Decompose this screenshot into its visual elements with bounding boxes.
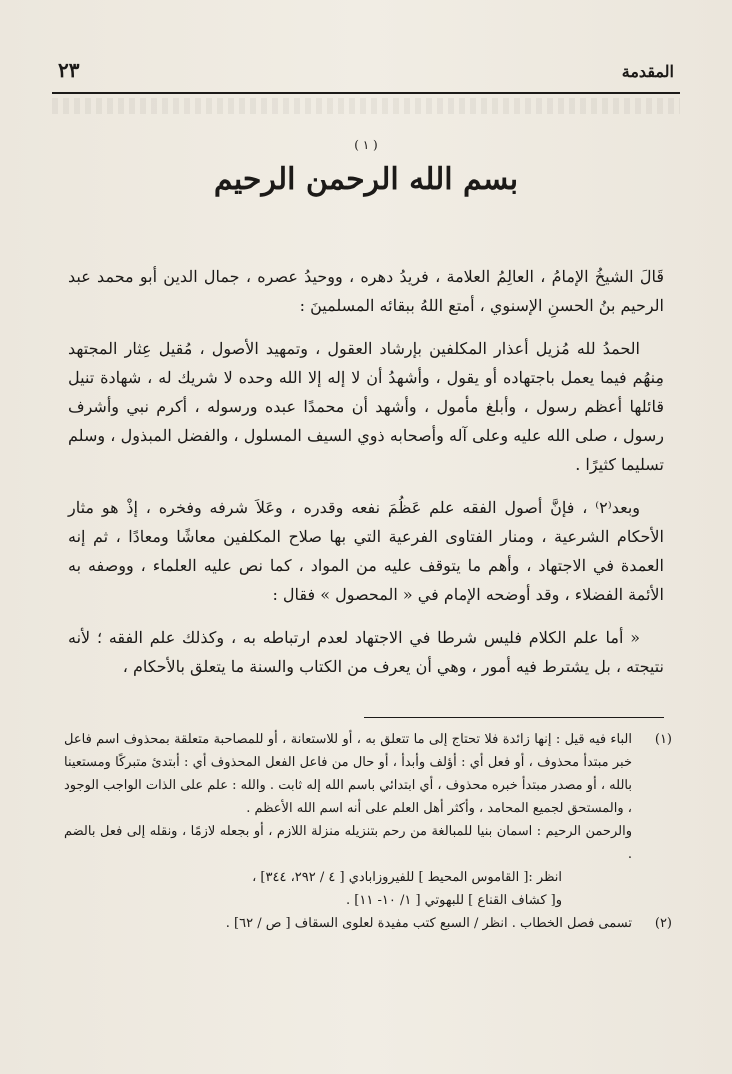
intro-paragraph: قَالَ الشيخُ الإمامُ ، العالِمُ العلامة ، فريدُ دهره ، ووحيدُ عصره ، جمال الدين أبو محمد عبد الرحيم بنُ الحسنِ الإسنوي ، أمتع اللهُ ببقائه المسلمينَ :	[68, 267, 664, 315]
footnote-text: تسمى فصل الخطاب . انظر / السبع كتب مفيدة لعلوى السقاف [ ص / ٦٢] .	[225, 916, 632, 931]
header-divider	[52, 92, 680, 94]
page-number: ٢٣	[58, 58, 80, 82]
footnote-1-reference-1: انظر :[ القاموس المحيط ] للفيروزابادي [ ٤ / ٢٩٢، ٣٤٤] ،	[252, 870, 562, 885]
paragraph-3: « أما علم الكلام فليس شرطا في الاجتهاد لعدم ارتباطه به ، وكذلك علم الفقه ؛ لأنه نتيجته ، بل يشترط فيه أمور ، وهي أن يعرف من الكتاب والسنة ما يتعلق بالأحكام ،	[68, 628, 664, 676]
footnote-number: (٢)	[654, 916, 672, 931]
page-header	[52, 58, 680, 94]
footnote-2	[64, 912, 672, 935]
main-text	[68, 262, 664, 695]
footnote-1-reference-2: و[ كشاف القناع ] للبهوتي [ ١/ ١٠- ١١] .	[346, 893, 562, 908]
footnotes	[64, 728, 672, 935]
footnote-text: الباء فيه قيل : إنها زائدة فلا تحتاج إلى ما تتعلق به ، أو للاستعانة ، أو للمصاحبة متعلقة بمحذوف اسم فاعل خبر مبتدأ محذوف ، أو فعل أي : أؤلف وأبدأ ، أو حال من فاعل الفعل المحذوف أي : أبتدئ متبركًا ومستعينا بالله ، أو مصدر مبتدأ خبره محذوف ، أي ابتدائي باسم الله إله ثابت . والله : علم على الذات الواجب الوجود ، والمستحق لجميع المحامد ، وأكثر أهل العلم على أنه اسم الله الأعظم .	[64, 732, 632, 816]
basmala-calligraphy: بسم الله الرحمن الرحيم	[213, 162, 519, 197]
footnote-number: (١)	[654, 732, 672, 747]
basmala-footnote-marker: ( ١ )	[354, 138, 378, 152]
bleed-through-texture	[52, 98, 680, 114]
section-title: المقدمة	[621, 62, 674, 81]
footnote-1-continuation: والرحمن الرحيم : اسمان بنيا للمبالغة من رحم بتنزيله منزلة اللازم ، أو بجعله لازمًا ، ونقله إلى فعل بالضم .	[64, 824, 632, 862]
footnote-1	[64, 728, 672, 820]
paragraph-2: وبعد⁽٢⁾ ، فإنَّ أصول الفقه علم عَظُمَ نفعه وقدره ، وعَلاَ شرفه وفخره ، إذْ هو مثار الأحكام الشرعية ، ومنار الفتاوى الفرعية التي بها صلاح المكلفين معاشًا ومعادًا ، ثم إنه العمدة في الاجتهاد ، وأهم ما يتوقف عليه من المواد ، كما نص عليه العلماء ، ووصفه به الأئمة الفضلاء ، وقد أوضحه الإمام في « المحصول » فقال :	[68, 498, 664, 604]
footnote-divider	[364, 717, 664, 718]
basmala-block	[0, 140, 732, 210]
paragraph-1: الحمدُ لله مُزيل أعذار المكلفين بإرشاد العقول ، وتمهيد الأصول ، مُقيل عِثار المجتهد مِنهُم فيما يعمل باجتهاده أو يقول ، وأشهدُ أن لا إله إلا الله وحده لا شريك له ، شهادة تنيل قائلها أعظم رسول ، وأبلغ مأمول ، وأشهد أن محمدًا عبده ورسوله ، أكرم نبي وأشرف رسول ، صلى الله عليه وعلى آله وأصحابه ذوي السيف المسلول ، والفضل المبذول ، وسلم تسليما كثيرًا .	[68, 339, 664, 474]
